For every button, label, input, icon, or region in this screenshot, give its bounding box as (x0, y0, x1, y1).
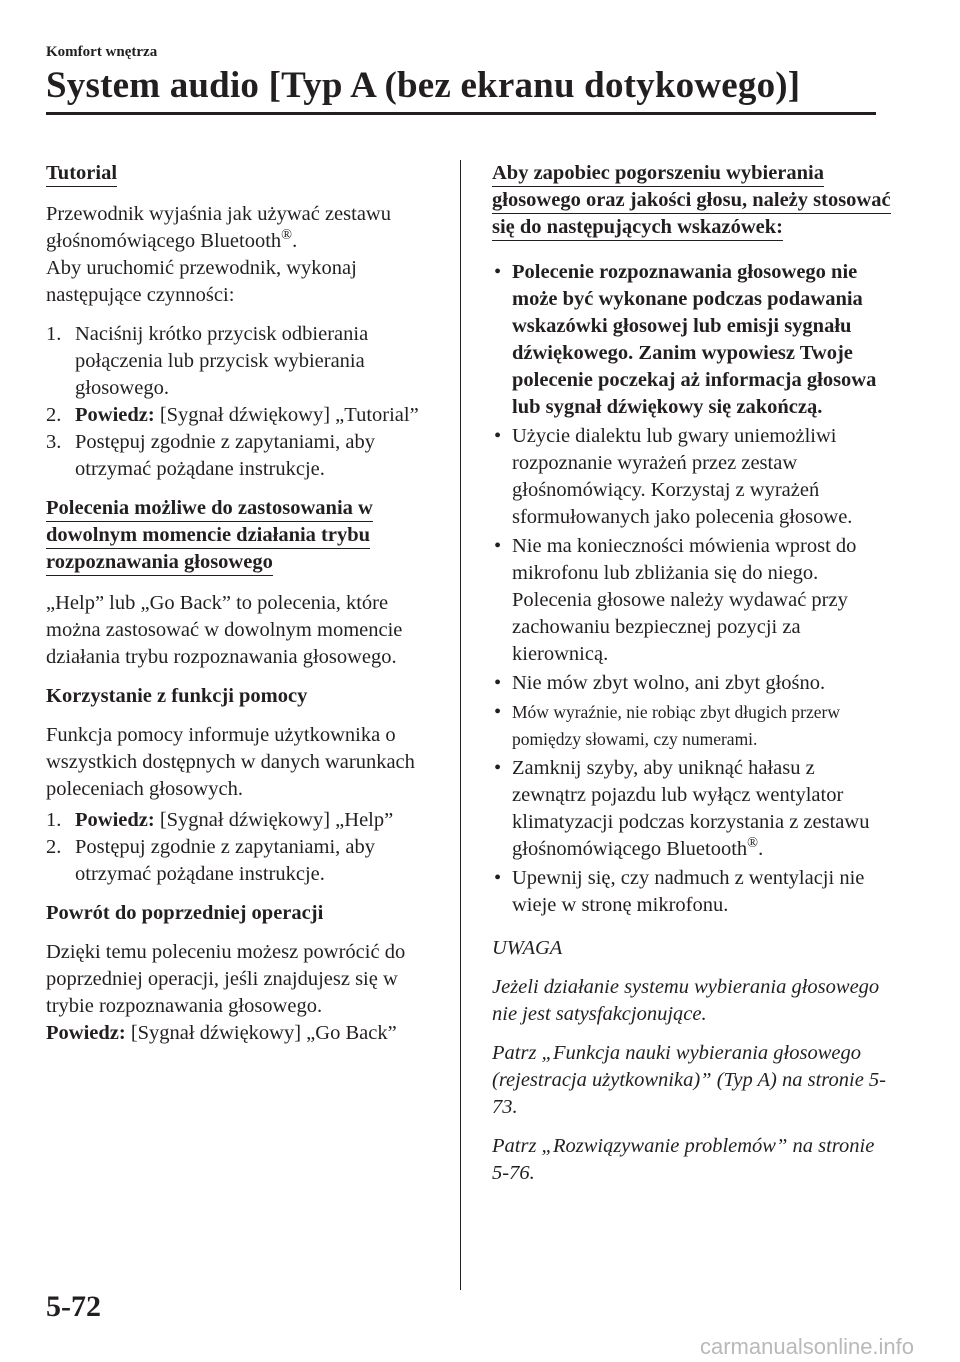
bullet-icon: • (494, 425, 502, 447)
help-text: Funkcja pomocy informuje użytkownika o wszystkich dostępnych w danych warunkach poleceniach głosowych. (46, 724, 415, 800)
list-item: • Nie ma konieczności mówienia wprost do mikrofonu lub zbliżania się do niego. Polecenia głosowe należy wydawać przy zachowaniu bezpiecznej pozycji za kierownicą. (492, 533, 892, 668)
tips-list (492, 259, 892, 919)
column-divider (460, 160, 461, 1290)
list-item: 3. Postępuj zgodnie z zapytaniami, aby otrzymać pożądane instrukcje. (46, 431, 376, 480)
page-number: 5-72 (46, 1290, 101, 1323)
page-title: System audio [Typ A (bez ekranu dotykowego)] (46, 65, 801, 106)
registered-mark: ® (747, 835, 759, 852)
bullet-icon: • (494, 757, 502, 779)
bullet-icon: • (494, 672, 502, 694)
left-column (46, 160, 446, 1059)
bullet-icon: • (494, 535, 502, 557)
list-item: 1. Powiedz: [Sygnał dźwiękowy] „Help” (46, 809, 394, 831)
anytime-commands-text: „Help” lub „Go Back” to polecenia, które można zastosować w dowolnym momencie działania trybu rozpoznawania głosowego. (46, 592, 403, 668)
section-label: Komfort wnętrza (46, 44, 158, 60)
note-line: Jeżeli działanie systemu wybierania głosowego nie jest satysfakcjonujące. (492, 976, 880, 1025)
list-item: • Zamknij szyby, aby uniknąć hałasu z zewnątrz pojazdu lub wyłącz wentylator klimatyzacji podczas korzystania z zestawu głośnomówiącego Bluetooth®. (492, 755, 892, 863)
right-column (492, 160, 892, 1199)
list-item: 2. Powiedz: [Sygnał dźwiękowy] „Tutorial” (46, 404, 419, 426)
bullet-icon: • (494, 867, 502, 889)
help-heading: Korzystanie z funkcji pomocy (46, 685, 308, 707)
tutorial-intro: Przewodnik wyjaśnia jak używać zestawu głośnomówiącego Bluetooth®. Aby uruchomić przewodnik, wykonaj następujące czynności: (46, 203, 391, 306)
go-back-heading: Powrót do poprzedniej operacji (46, 902, 324, 924)
bullet-icon: • (494, 261, 502, 283)
tutorial-heading: Tutorial (46, 160, 446, 187)
go-back-text: Dzięki temu poleceniu możesz powrócić do poprzedniej operacji, jeśli znajdujesz się w trybie rozpoznawania głosowego. (46, 941, 406, 1017)
go-back-say: Powiedz: [Sygnał dźwiękowy] „Go Back” (46, 1022, 397, 1044)
list-item: • Nie mów zbyt wolno, ani zbyt głośno. (492, 670, 892, 697)
list-item: • Upewnij się, czy nadmuch z wentylacji nie wieje w stronę mikrofonu. (492, 865, 892, 919)
tips-heading: Aby zapobiec pogorszeniu wybierania głosowego oraz jakości głosu, należy stosować się do następujących wskazówek: (492, 160, 892, 241)
note-line: Patrz „Funkcja nauki wybierania głosowego (rejestracja użytkownika)” (Typ A) na stronie 5-73. (492, 1042, 886, 1118)
list-item: 1. Naciśnij krótko przycisk odbierania połączenia lub przycisk wybierania głosowego. (46, 323, 369, 399)
note-line: Patrz „Rozwiązywanie problemów” na stronie 5-76. (492, 1135, 875, 1184)
list-item: • Mów wyraźnie, nie robiąc zbyt długich przerw pomiędzy słowami, czy numerami. (492, 699, 892, 753)
list-item: • Użycie dialektu lub gwary uniemożliwi rozpoznanie wyrażeń przez zestaw głośnomówiący. Korzystaj z wyrażeń sformułowanych jako polecenia głosowe. (492, 423, 892, 531)
tutorial-steps (46, 321, 446, 483)
list-item: 2. Postępuj zgodnie z zapytaniami, aby otrzymać pożądane instrukcje. (46, 836, 376, 885)
header-rule (46, 112, 876, 115)
list-item: • Polecenie rozpoznawania głosowego nie może być wykonane podczas podawania wskazówki głosowej lub emisji sygnału dźwiękowego. Zanim wypowiesz Twoje polecenie poczekaj aż informacja głosowa lub sygnał dźwiękowy się zakończą. (492, 259, 892, 421)
bullet-icon: • (494, 701, 502, 723)
watermark: carmanualsonline.info (700, 1334, 915, 1359)
note-label: UWAGA (492, 937, 563, 959)
registered-mark: ® (281, 227, 293, 244)
help-steps (46, 807, 446, 888)
anytime-commands-heading: Polecenia możliwe do zastosowania w dowolnym momencie działania trybu rozpoznawania głosowego (46, 495, 446, 576)
